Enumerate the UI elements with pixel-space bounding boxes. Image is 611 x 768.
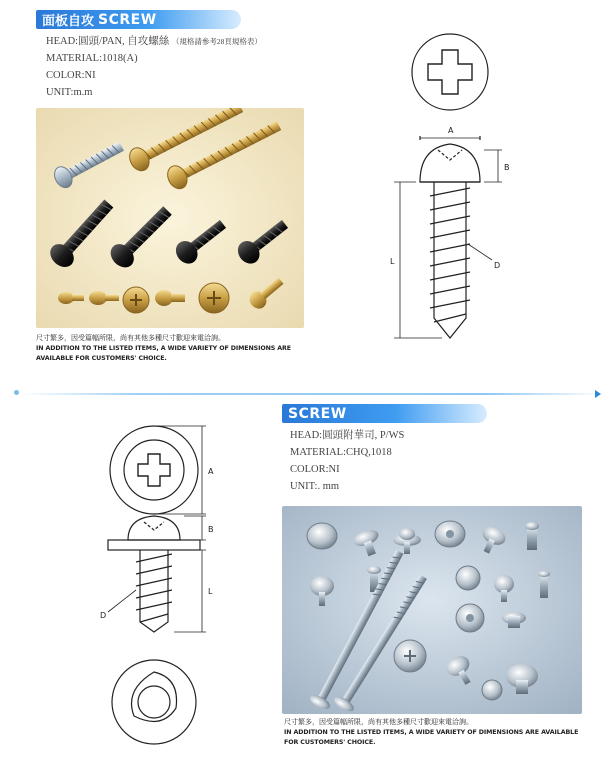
section1-product-photo [36, 108, 304, 328]
section1-dim-d: D [494, 261, 501, 270]
section2-caption-en-1: IN ADDITION TO THE LISTED ITEMS, A WIDE VARIETY OF DIMENSIONS ARE AVAILABLE [284, 729, 579, 736]
section1-technical-drawing [380, 28, 540, 348]
section1-head-line [46, 33, 262, 50]
section2-dim-l: L [208, 587, 213, 596]
section1-unit: UNIT:m.m [46, 87, 93, 98]
section2-caption-en-2: FOR CUSTOMERS' CHOICE. [284, 739, 376, 746]
section-divider [22, 393, 604, 395]
section1-banner-en: SCREW [98, 11, 157, 28]
section1-head-note: （規格請參考28頁規格表） [171, 37, 262, 46]
section1-caption [36, 333, 291, 364]
section2-banner [282, 404, 487, 423]
section2-head: HEAD:圓頭附華司, P/WS [290, 430, 405, 441]
section1-banner [36, 10, 241, 29]
washer-screws-image [282, 506, 582, 714]
section2-caption-zh: 尺寸繁多，因受篇幅所限，尚有其他多種尺寸歡迎來電洽詢。 [284, 718, 473, 726]
tapping-screws-image [36, 108, 304, 328]
section1-spec [46, 33, 262, 101]
section1-caption-en-2: AVAILABLE FOR CUSTOMERS' CHOICE. [36, 355, 167, 362]
section1-banner-zh: 面板自攻 [42, 14, 95, 29]
section2-banner-en: SCREW [288, 405, 347, 422]
section2-dim-b: B [208, 525, 214, 534]
section1-dim-l: L [390, 257, 395, 266]
section2-color: COLOR:NI [290, 464, 340, 475]
section1-color: COLOR:NI [46, 70, 96, 81]
divider-arrow-icon [595, 390, 601, 398]
section2-product-photo [282, 506, 582, 714]
section1-dim-b: B [504, 163, 510, 172]
section2-dim-d: D [100, 611, 107, 620]
section1-material: MATERIAL:1018(A) [46, 53, 138, 64]
section2-caption [284, 717, 578, 748]
divider-dot [14, 390, 19, 395]
section2-spec [290, 427, 404, 495]
section2-dim-a: A [208, 467, 214, 476]
section1-dim-a: A [448, 126, 454, 135]
section2-material: MATERIAL:CHQ,1018 [290, 447, 392, 458]
section1-head: HEAD:圓頭/PAN, 自攻螺絲 [46, 36, 170, 47]
section2-unit: UNIT:. mm [290, 481, 340, 492]
section1-caption-en-1: IN ADDITION TO THE LISTED ITEMS, A WIDE VARIETY OF DIMENSIONS ARE [36, 345, 291, 352]
section2-technical-drawing [96, 414, 236, 764]
section1-caption-zh: 尺寸繁多，因受篇幅所限，尚有其他多種尺寸歡迎來電洽詢。 [36, 334, 225, 342]
